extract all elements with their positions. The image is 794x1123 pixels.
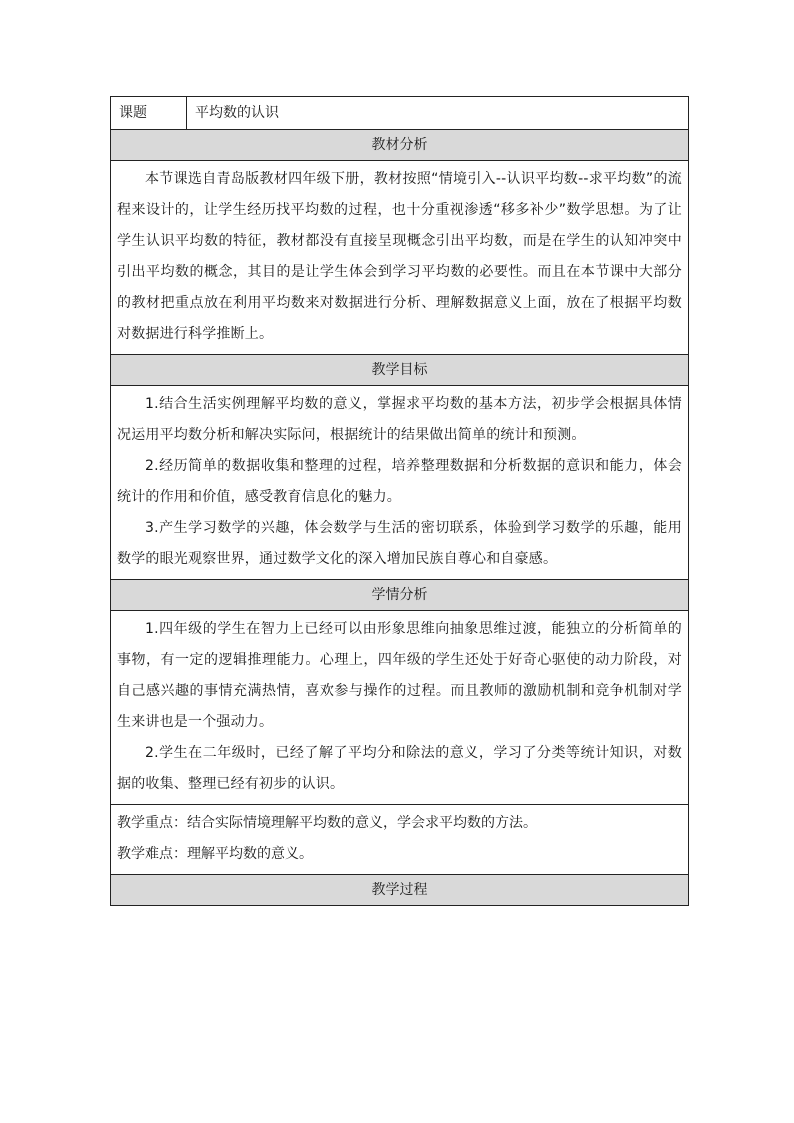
process-section-title: 教学过程	[111, 875, 689, 906]
students-header-row	[111, 580, 689, 611]
material-body-row	[111, 161, 689, 355]
process-header-row	[111, 875, 689, 906]
topic-row	[111, 97, 689, 130]
topic-value: 平均数的认识	[187, 97, 689, 130]
topic-label: 课题	[111, 97, 187, 130]
student-analysis-item-1: 1.四年级的学生在智力上已经可以由形象思维向抽象思维过渡，能独立的分析简单的事物，有一定的逻辑推理能力。心理上，四年级的学生还处于好奇心驱使的动力阶段，对自己感兴趣的事情充满热情，喜欢参与操作的过程。而且教师的激励机制和竞争机制对学生来讲也是一个强动力。	[117, 621, 682, 730]
keypoints-row	[111, 805, 689, 875]
students-body-row	[111, 611, 689, 805]
keypoints-body	[111, 805, 689, 875]
material-header-row	[111, 130, 689, 161]
goals-body	[111, 386, 689, 580]
lesson-plan-table	[110, 96, 689, 906]
goal-item-1: 1.结合生活实例理解平均数的意义，掌握求平均数的基本方法，初步学会根据具体情况运用平均数分析和解决实际问，根据统计的结果做出简单的统计和预测。	[117, 396, 682, 443]
teaching-focus: 教学重点：结合实际情境理解平均数的意义，学会求平均数的方法。	[117, 815, 537, 831]
goals-section-title: 教学目标	[111, 355, 689, 386]
material-body	[111, 161, 689, 355]
student-analysis-item-2: 2.学生在二年级时，已经了解了平均分和除法的意义，学习了分类等统计知识，对数据的收集、整理已经有初步的认识。	[117, 745, 682, 792]
goals-body-row	[111, 386, 689, 580]
material-paragraph: 本节课选自青岛版教材四年级下册，教材按照“情境引入--认识平均数--求平均数”的流程来设计的，让学生经历找平均数的过程，也十分重视渗透“移多补少”数学思想。为了让学生认识平均数的特征，教材都没有直接呈现概念引出平均数，而是在学生的认知冲突中引出平均数的概念，其目的是让学生体会到学习平均数的必要性。而且在本节课中大部分的教材把重点放在利用平均数来对数据进行分析、理解数据意义上面，放在了根据平均数对数据进行科学推断上。	[117, 171, 682, 342]
teaching-difficulty: 教学难点：理解平均数的意义。	[117, 846, 313, 862]
students-section-title: 学情分析	[111, 580, 689, 611]
goal-item-3: 3.产生学习数学的兴趣，体会数学与生活的密切联系，体验到学习数学的乐趣，能用数学的眼光观察世界，通过数学文化的深入增加民族自尊心和自豪感。	[117, 520, 682, 567]
goals-header-row	[111, 355, 689, 386]
goal-item-2: 2.经历简单的数据收集和整理的过程，培养整理数据和分析数据的意识和能力，体会统计的作用和价值，感受教育信息化的魅力。	[117, 458, 682, 505]
material-section-title: 教材分析	[111, 130, 689, 161]
students-body	[111, 611, 689, 805]
